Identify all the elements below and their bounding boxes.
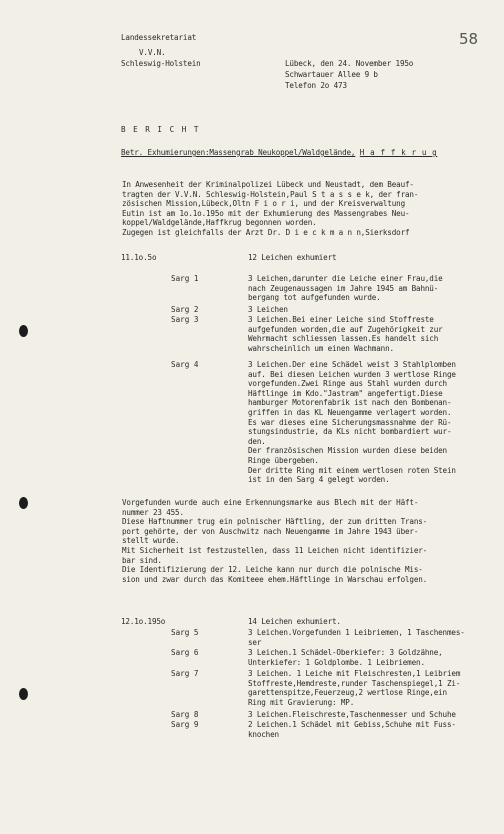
description-line: den. (248, 436, 266, 446)
middle-line: Die Identifizierung der 12. Leiche kann nur durch die polnische Mis- (122, 565, 423, 575)
description-line: vorgefunden.Zwei Ringe aus Stahl wurden durch (248, 379, 447, 389)
description-line: 3 Leichen. 1 Leiche mit Fleischresten,1 Leibriem (248, 669, 461, 678)
org-line-3: Schleswig-Holstein (121, 59, 201, 68)
sarg-label: Sarg 7 (171, 669, 199, 678)
description-line: stungsindustrie, da KLs nicht bombardiert wur- (248, 427, 452, 437)
sarg-description (248, 710, 456, 720)
description-line: Ringe übergeben. (248, 455, 319, 465)
description-line: ist in den Sarg 4 gelegt worden. (248, 475, 390, 485)
middle-paragraph (122, 498, 494, 584)
description-line: nach Zeugenaussagen im Jahre 1945 am Bahnü- (248, 283, 439, 293)
description-line: ser (248, 637, 262, 647)
description-line: Unterkiefer: 1 Goldplombe. 1 Leibriemen. (248, 657, 425, 667)
description-line: griffen in das KL Neuengamme verlagert worden. (248, 407, 452, 417)
middle-line: stellt wurde. (122, 536, 180, 546)
middle-line: Mit Sicherheit ist festzustellen, dass 11 Leichen nicht identifizier- (122, 545, 428, 555)
description-line: 3 Leichen.1 Schädel-Oberkiefer: 3 Goldzähne, (248, 648, 443, 657)
punch-hole-middle (19, 497, 28, 509)
sarg-label: Sarg 8 (171, 710, 199, 719)
description-line: bergang tot aufgefunden wurde. (248, 293, 381, 303)
description-line: wahrscheinlich um einen Wachmann. (248, 343, 394, 353)
description-line: 3 Leichen,darunter die Leiche einer Frau,die (248, 274, 443, 283)
description-line: Stoffreste,Hemdreste,runder Taschenspiegel,1 Zi- (248, 678, 461, 688)
intro-line: zösischen Mission,Lübeck,Oltn F i o r i, und der Kreisverwaltung (122, 199, 405, 209)
sarg-description (248, 669, 460, 707)
day1-date: 11.1o.5o (121, 253, 157, 262)
sarg-label: Sarg 4 (171, 360, 199, 369)
description-line: 3 Leichen.Vorgefunden 1 Leibriemen, 1 Taschenmes- (248, 628, 465, 637)
middle-line: bar sind. (122, 555, 162, 565)
intro-line: Zugegen ist gleichfalls der Arzt Dr. D i e c k m a n n,Sierksdorf (122, 227, 410, 237)
subject-prefix: Betr. Exhumierungen:Massengrab Neukoppel/Waldgelände, (121, 148, 356, 157)
punch-hole-bottom (19, 688, 28, 700)
sarg-description (248, 360, 456, 485)
intro-line: tragten der V.V.N. Schleswig-Holstein,Paul S t a s s e k, der fran- (122, 189, 419, 199)
description-line: Der französischen Mission wurden diese beiden (248, 446, 447, 456)
description-line: auf. Bei diesen Leichen wurden 3 wertlose Ringe (248, 369, 456, 379)
description-line: Es war dieses eine Sicherungsmassnahme der Rü- (248, 417, 452, 427)
sarg-description (248, 720, 456, 739)
letter-address: Schwartauer Allee 9 b (285, 70, 378, 79)
middle-line: nummer 23 455. (122, 507, 184, 517)
description-line: Ring mit Gravierung: MP. (248, 697, 355, 707)
sarg-description (248, 315, 443, 353)
description-line: 3 Leichen.Fleischreste,Taschenmesser und Schuhe (248, 710, 456, 719)
middle-line: port gehörte, der von Auschwitz nach Neuengamme im Jahre 1943 über- (122, 526, 419, 536)
sarg-label: Sarg 2 (171, 305, 199, 314)
description-line: 3 Leichen.Der eine Schädel weist 3 Stahlplomben (248, 360, 456, 369)
description-line: 3 Leichen (248, 305, 288, 314)
punch-hole-top (19, 325, 28, 337)
org-line-1: Landessekretariat (121, 33, 197, 42)
sarg-description (248, 274, 443, 303)
letter-date: Lübeck, den 24. November 195o (285, 59, 414, 68)
description-line: aufgefunden worden,die auf Zugehörigkeit zur (248, 324, 443, 334)
org-line-2: V.V.N. (139, 48, 166, 57)
report-title: B E R I C H T (121, 125, 200, 134)
sarg-label: Sarg 9 (171, 720, 199, 729)
intro-line: Eutin ist am 1o.1o.195o mit der Exhumierung des Massengrabes Neu- (122, 208, 410, 218)
subject-place: H a f f k r u g (359, 148, 438, 157)
description-line: garettenspitze,Feuerzeug,2 wertlose Ringe,ein (248, 688, 447, 698)
middle-line: sion und zwar durch das Komiteee ehem.Häftlinge in Warschau erfolgen. (122, 574, 428, 584)
page-number: 58 (459, 30, 479, 48)
intro-paragraph (122, 180, 494, 238)
description-line: 3 Leichen.Bei einer Leiche sind Stoffreste (248, 315, 434, 324)
day2-date: 12.1o.195o (121, 617, 166, 626)
description-line: Häftlinge im Kdo."Jastram" angefertigt.Diese (248, 388, 443, 398)
description-line: 2 Leichen.1 Schädel mit Gebiss,Schuhe mit Fuss- (248, 720, 456, 729)
description-line: hamburger Motorenfabrik ist nach den Bombenan- (248, 398, 452, 408)
sarg-label: Sarg 3 (171, 315, 199, 324)
sarg-label: Sarg 6 (171, 648, 199, 657)
day2-summary: 14 Leichen exhumiert. (248, 617, 341, 626)
sarg-label: Sarg 1 (171, 274, 199, 283)
description-line: Der dritte Ring mit einem wertlosen roten Stein (248, 465, 456, 475)
middle-line: Diese Haftnummer trug ein polnischer Häftling, der zum dritten Trans- (122, 517, 428, 527)
intro-line: In Anwesenheit der Kriminalpolizei Lübeck und Neustadt, dem Beauf- (122, 180, 414, 189)
sarg-description (248, 648, 443, 667)
sarg-description (248, 628, 465, 647)
subject-line (121, 148, 437, 158)
description-line: Wehrmacht schliessen lassen.Es handelt sich (248, 334, 439, 344)
intro-line: koppel/Waldgelände,Haffkrug begonnen worden. (122, 218, 317, 228)
description-line: knochen (248, 729, 279, 739)
sarg-label: Sarg 5 (171, 628, 199, 637)
letter-phone: Telefon 2o 473 (285, 81, 347, 90)
sarg-description (248, 305, 288, 315)
day1-summary: 12 Leichen exhumiert (248, 253, 337, 262)
middle-line: Vorgefunden wurde auch eine Erkennungsmarke aus Blech mit der Häft- (122, 498, 419, 507)
